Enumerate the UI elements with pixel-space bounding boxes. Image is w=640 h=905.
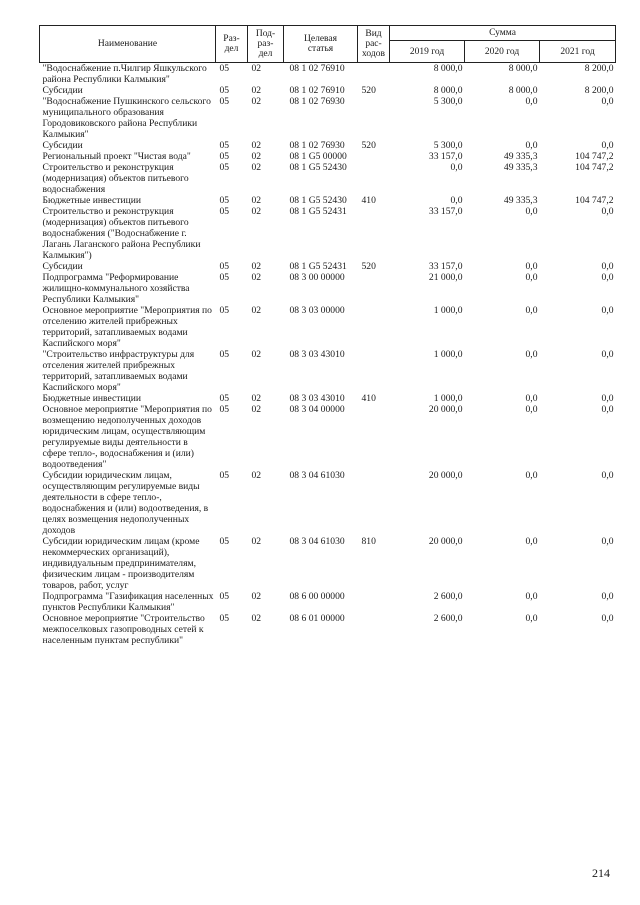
row-podrazdel: 02 <box>251 206 262 217</box>
row-podrazdel: 02 <box>251 96 262 107</box>
row-name: Субсидии <box>42 261 83 272</box>
row-name: "Водоснабжение п.Чилгир Яшкульского района Республики Калмыкия" <box>42 63 207 85</box>
row-name: Основное мероприятие "Мероприятия по возмещению недополученных доходов юридическим лицам, осуществляющим регулируемые виды деятельности в сфере тепло-, водоснабжения и (или) водоотведения" <box>42 404 212 470</box>
row-razdel: 05 <box>219 591 230 602</box>
row-sum-2020: 0,0 <box>525 261 538 272</box>
row-sum-2020: 0,0 <box>525 272 538 283</box>
row-name: Субсидии юридическим лицам, осуществляющим регулируемые виды деятельности в сфере тепло-, водоснабжения и (или) водоотведения, в целях возмещения недополученных доходов <box>42 470 209 536</box>
row-vid <box>358 206 390 261</box>
row-sum-2019: 21 000,0 <box>428 272 463 283</box>
row-vid <box>358 470 390 536</box>
row-sum-2019: 20 000,0 <box>428 536 463 547</box>
table-row <box>40 162 616 195</box>
row-podrazdel: 02 <box>251 404 262 415</box>
row-sum-2021: 8 200,0 <box>584 63 614 74</box>
header-podrazdel: Под- раз- дел <box>248 26 284 63</box>
row-vid: 520 <box>361 140 376 151</box>
row-sum-2019: 0,0 <box>450 162 463 173</box>
row-sum-2021: 0,0 <box>601 272 614 283</box>
row-sum-2019: 5 300,0 <box>433 140 463 151</box>
table-row <box>40 470 616 536</box>
row-razdel: 05 <box>219 272 230 283</box>
row-sum-2019: 20 000,0 <box>428 404 463 415</box>
row-target: 08 1 02 76910 <box>289 63 345 74</box>
row-vid <box>358 591 390 613</box>
table-row <box>40 151 616 162</box>
row-podrazdel: 02 <box>251 536 262 547</box>
row-sum-2019: 5 300,0 <box>433 96 463 107</box>
row-sum-2020: 8 000,0 <box>508 85 538 96</box>
row-podrazdel: 02 <box>251 140 262 151</box>
row-vid <box>358 96 390 140</box>
row-razdel: 05 <box>219 393 230 404</box>
row-vid <box>358 151 390 162</box>
row-name: Подпрограмма "Газификация населенных пунктов Республики Калмыкия" <box>42 591 214 613</box>
row-target: 08 3 03 00000 <box>289 305 345 316</box>
row-sum-2021: 0,0 <box>601 96 614 107</box>
row-target: 08 3 04 61030 <box>289 536 345 547</box>
row-podrazdel: 02 <box>251 195 262 206</box>
row-sum-2020: 0,0 <box>525 613 538 624</box>
table-row <box>40 536 616 591</box>
row-name: Субсидии <box>42 85 83 96</box>
row-vid: 410 <box>361 393 376 404</box>
page-number: 214 <box>592 866 610 880</box>
row-vid: 810 <box>361 536 376 547</box>
row-sum-2020: 49 335,3 <box>503 151 538 162</box>
row-sum-2021: 104 747,2 <box>575 195 614 206</box>
row-razdel: 05 <box>219 613 230 624</box>
row-razdel: 05 <box>219 63 230 74</box>
row-vid: 520 <box>361 261 376 272</box>
table-row <box>40 305 616 349</box>
row-razdel: 05 <box>219 195 230 206</box>
row-podrazdel: 02 <box>251 305 262 316</box>
row-razdel: 05 <box>219 261 230 272</box>
table-row <box>40 63 616 86</box>
header-name: Наименование <box>40 26 216 63</box>
table-row <box>40 206 616 261</box>
row-vid <box>358 63 390 86</box>
row-name: Строительство и реконструкция (модернизация) объектов питьевого водоснабжения <box>42 162 189 195</box>
row-vid <box>358 272 390 305</box>
row-sum-2019: 33 157,0 <box>428 261 463 272</box>
row-razdel: 05 <box>219 404 230 415</box>
row-podrazdel: 02 <box>251 162 262 173</box>
table-body <box>40 63 616 647</box>
header-2021: 2021 год <box>540 41 616 63</box>
row-sum-2020: 0,0 <box>525 206 538 217</box>
table-row <box>40 591 616 613</box>
row-sum-2020: 8 000,0 <box>508 63 538 74</box>
row-sum-2019: 33 157,0 <box>428 206 463 217</box>
table-row <box>40 96 616 140</box>
header-target: Целевая статья <box>284 26 358 63</box>
row-sum-2021: 0,0 <box>601 536 614 547</box>
header-2019: 2019 год <box>390 41 465 63</box>
row-sum-2020: 49 335,3 <box>503 195 538 206</box>
table-row <box>40 195 616 206</box>
row-sum-2020: 0,0 <box>525 140 538 151</box>
header-razdel: Раз- дел <box>216 26 248 63</box>
row-target: 08 1 G5 52430 <box>289 195 347 206</box>
row-target: 08 3 03 43010 <box>289 393 345 404</box>
header-2020: 2020 год <box>465 41 540 63</box>
row-target: 08 1 G5 52430 <box>289 162 347 173</box>
row-razdel: 05 <box>219 151 230 162</box>
row-sum-2020: 49 335,3 <box>503 162 538 173</box>
row-sum-2021: 8 200,0 <box>584 85 614 96</box>
row-target: 08 3 03 43010 <box>289 349 345 360</box>
table-row <box>40 261 616 272</box>
row-podrazdel: 02 <box>251 349 262 360</box>
row-sum-2020: 0,0 <box>525 96 538 107</box>
row-podrazdel: 02 <box>251 470 262 481</box>
row-vid: 410 <box>361 195 376 206</box>
row-name: Строительство и реконструкция (модернизация) объектов питьевого водоснабжения ("Водоснабжение г. Лагань Лаганского района Республики Калмыкия") <box>42 206 201 261</box>
table-row <box>40 272 616 305</box>
row-target: 08 3 04 00000 <box>289 404 345 415</box>
header-vid: Вид рас- ходов <box>358 26 390 63</box>
row-target: 08 1 02 76930 <box>289 140 345 151</box>
row-vid <box>358 162 390 195</box>
row-sum-2021: 0,0 <box>601 591 614 602</box>
row-name: Подпрограмма "Реформирование жилищно-коммунального хозяйства Республики Калмыкия" <box>42 272 190 305</box>
row-sum-2019: 20 000,0 <box>428 470 463 481</box>
row-target: 08 1 G5 00000 <box>289 151 347 162</box>
row-podrazdel: 02 <box>251 261 262 272</box>
table-row <box>40 393 616 404</box>
row-sum-2020: 0,0 <box>525 591 538 602</box>
row-vid <box>358 305 390 349</box>
row-razdel: 05 <box>219 349 230 360</box>
row-podrazdel: 02 <box>251 63 262 74</box>
row-podrazdel: 02 <box>251 393 262 404</box>
row-sum-2019: 0,0 <box>450 195 463 206</box>
table-row <box>40 613 616 646</box>
table-row <box>40 349 616 393</box>
row-name: Субсидии <box>42 140 83 151</box>
row-name: Основное мероприятие "Строительство межпоселковых газопроводных сетей к населенным пунктам республики" <box>42 613 205 646</box>
row-vid: 520 <box>361 85 376 96</box>
row-target: 08 3 00 00000 <box>289 272 345 283</box>
row-name: "Строительство инфраструктуры для отселения жителей прибрежных территорий, затапливаемых водами Каспийского моря" <box>42 349 195 393</box>
row-razdel: 05 <box>219 162 230 173</box>
row-name: Субсидии юридическим лицам (кроме некоммерческих организаций), индивидуальным предпринимателям, физическим лицам - производителям товаров, работ, услуг <box>42 536 200 591</box>
row-sum-2021: 0,0 <box>601 206 614 217</box>
row-razdel: 05 <box>219 140 230 151</box>
row-target: 08 6 00 00000 <box>289 591 345 602</box>
row-podrazdel: 02 <box>251 591 262 602</box>
row-sum-2019: 8 000,0 <box>433 85 463 96</box>
row-razdel: 05 <box>219 85 230 96</box>
row-sum-2019: 2 600,0 <box>433 613 463 624</box>
row-sum-2020: 0,0 <box>525 349 538 360</box>
row-sum-2019: 33 157,0 <box>428 151 463 162</box>
row-name: Бюджетные инвестиции <box>42 195 141 206</box>
table-row <box>40 85 616 96</box>
row-name: Бюджетные инвестиции <box>42 393 141 404</box>
row-podrazdel: 02 <box>251 85 262 96</box>
header-sum: Сумма <box>390 26 616 41</box>
row-target: 08 1 G5 52431 <box>289 261 347 272</box>
row-razdel: 05 <box>219 305 230 316</box>
row-podrazdel: 02 <box>251 272 262 283</box>
row-sum-2020: 0,0 <box>525 393 538 404</box>
row-vid <box>358 613 390 646</box>
row-sum-2021: 104 747,2 <box>575 162 614 173</box>
row-name: "Водоснабжение Пушкинского сельского муниципального образования Городовиковского района Республики Калмыкия" <box>42 96 211 140</box>
row-sum-2021: 0,0 <box>601 470 614 481</box>
row-sum-2019: 1 000,0 <box>433 305 463 316</box>
row-sum-2021: 104 747,2 <box>575 151 614 162</box>
row-sum-2019: 2 600,0 <box>433 591 463 602</box>
row-razdel: 05 <box>219 536 230 547</box>
row-vid <box>358 404 390 470</box>
row-target: 08 1 02 76930 <box>289 96 345 107</box>
row-sum-2021: 0,0 <box>601 404 614 415</box>
budget-table <box>39 25 616 646</box>
row-name: Региональный проект "Чистая вода" <box>42 151 191 162</box>
row-sum-2019: 8 000,0 <box>433 63 463 74</box>
row-sum-2020: 0,0 <box>525 536 538 547</box>
row-sum-2020: 0,0 <box>525 305 538 316</box>
row-sum-2021: 0,0 <box>601 393 614 404</box>
row-sum-2021: 0,0 <box>601 613 614 624</box>
row-sum-2021: 0,0 <box>601 305 614 316</box>
row-target: 08 3 04 61030 <box>289 470 345 481</box>
row-razdel: 05 <box>219 96 230 107</box>
table-row <box>40 140 616 151</box>
row-sum-2019: 1 000,0 <box>433 393 463 404</box>
row-podrazdel: 02 <box>251 613 262 624</box>
row-razdel: 05 <box>219 206 230 217</box>
row-razdel: 05 <box>219 470 230 481</box>
row-target: 08 1 G5 52431 <box>289 206 347 217</box>
row-target: 08 6 01 00000 <box>289 613 345 624</box>
row-vid <box>358 349 390 393</box>
row-sum-2021: 0,0 <box>601 261 614 272</box>
row-sum-2020: 0,0 <box>525 470 538 481</box>
table-header <box>40 26 616 63</box>
budget-table-page <box>39 25 615 646</box>
row-sum-2021: 0,0 <box>601 349 614 360</box>
row-podrazdel: 02 <box>251 151 262 162</box>
row-sum-2019: 1 000,0 <box>433 349 463 360</box>
row-target: 08 1 02 76910 <box>289 85 345 96</box>
row-sum-2020: 0,0 <box>525 404 538 415</box>
row-sum-2021: 0,0 <box>601 140 614 151</box>
row-name: Основное мероприятие "Мероприятия по отселению жителей прибрежных территорий, затапливаемых водами Каспийского моря" <box>42 305 212 349</box>
table-row <box>40 404 616 470</box>
